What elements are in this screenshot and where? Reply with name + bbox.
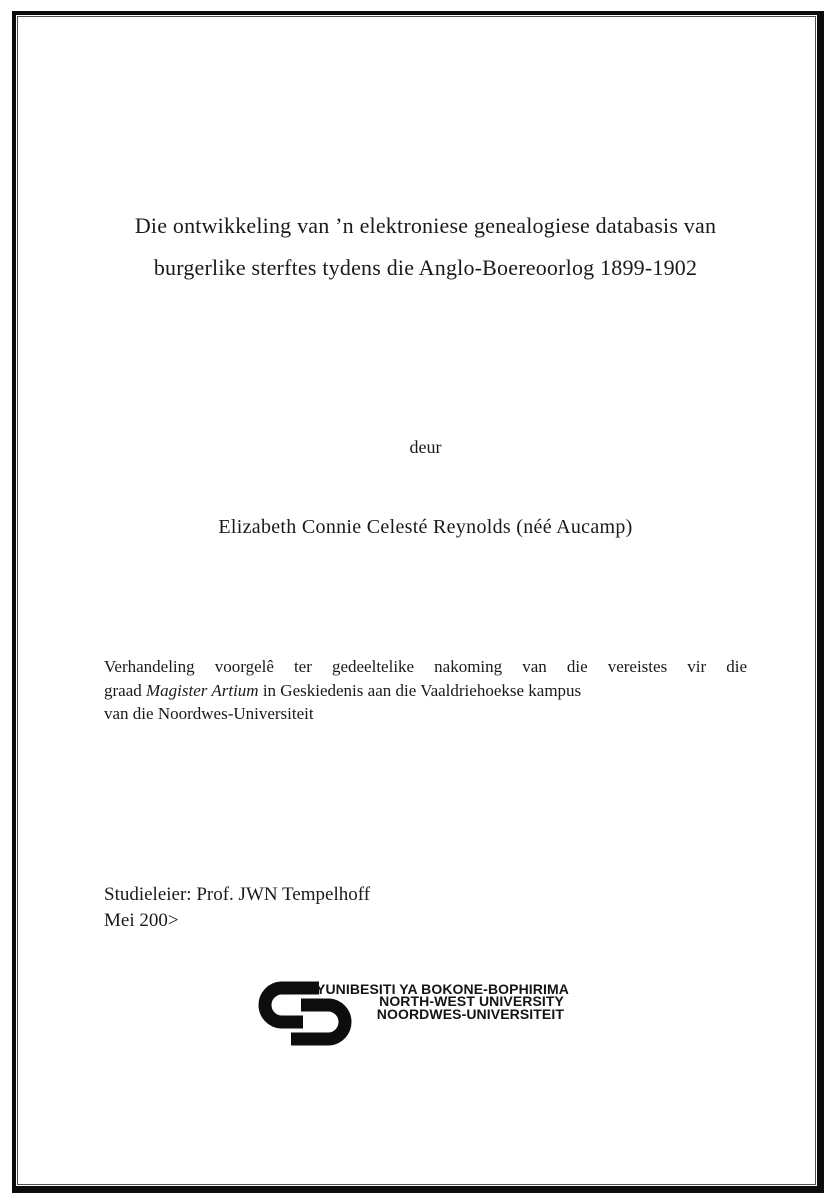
supervisor-block (104, 882, 370, 934)
nwu-logo-wordmark (316, 981, 569, 1022)
degree-name: Magister Artium (146, 680, 259, 700)
submission-statement-line2 (104, 679, 747, 703)
byline-label: deur (409, 437, 442, 457)
date-line: Mei 200> (104, 910, 179, 931)
thesis-title (104, 205, 747, 289)
supervisor-line: Studieleier: Prof. JWN Tempelhoff (104, 884, 371, 905)
thesis-title-line1: Die ontwikkeling van ’n elektroniese genealogiese databasis van (134, 213, 717, 238)
degree-text-prefix: graad (104, 680, 147, 700)
submission-statement (104, 655, 747, 726)
submission-statement-line3: van die Noordwes-Universiteit (104, 704, 314, 723)
nwu-logo-name-setswana: YUNIBESITI YA BOKONE-BOPHIRIMA (316, 981, 569, 997)
nwu-logo-name-afrikaans: NOORDWES-UNIVERSITEIT (376, 1005, 564, 1022)
degree-text-suffix: in Geskiedenis aan die Vaaldriehoekse kampus (258, 680, 582, 700)
nwu-logo-name-english: NORTH-WEST UNIVERSITY (379, 993, 564, 1010)
submission-statement-line1: Verhandeling voorgelê ter gedeeltelike nakoming van die vereistes vir die (104, 657, 747, 676)
author-name: Elizabeth Connie Celesté Reynolds (néé Aucamp) (218, 516, 633, 538)
thesis-title-line2: burgerlike sterftes tydens die Anglo-Boereoorlog 1899-1902 (153, 255, 698, 280)
